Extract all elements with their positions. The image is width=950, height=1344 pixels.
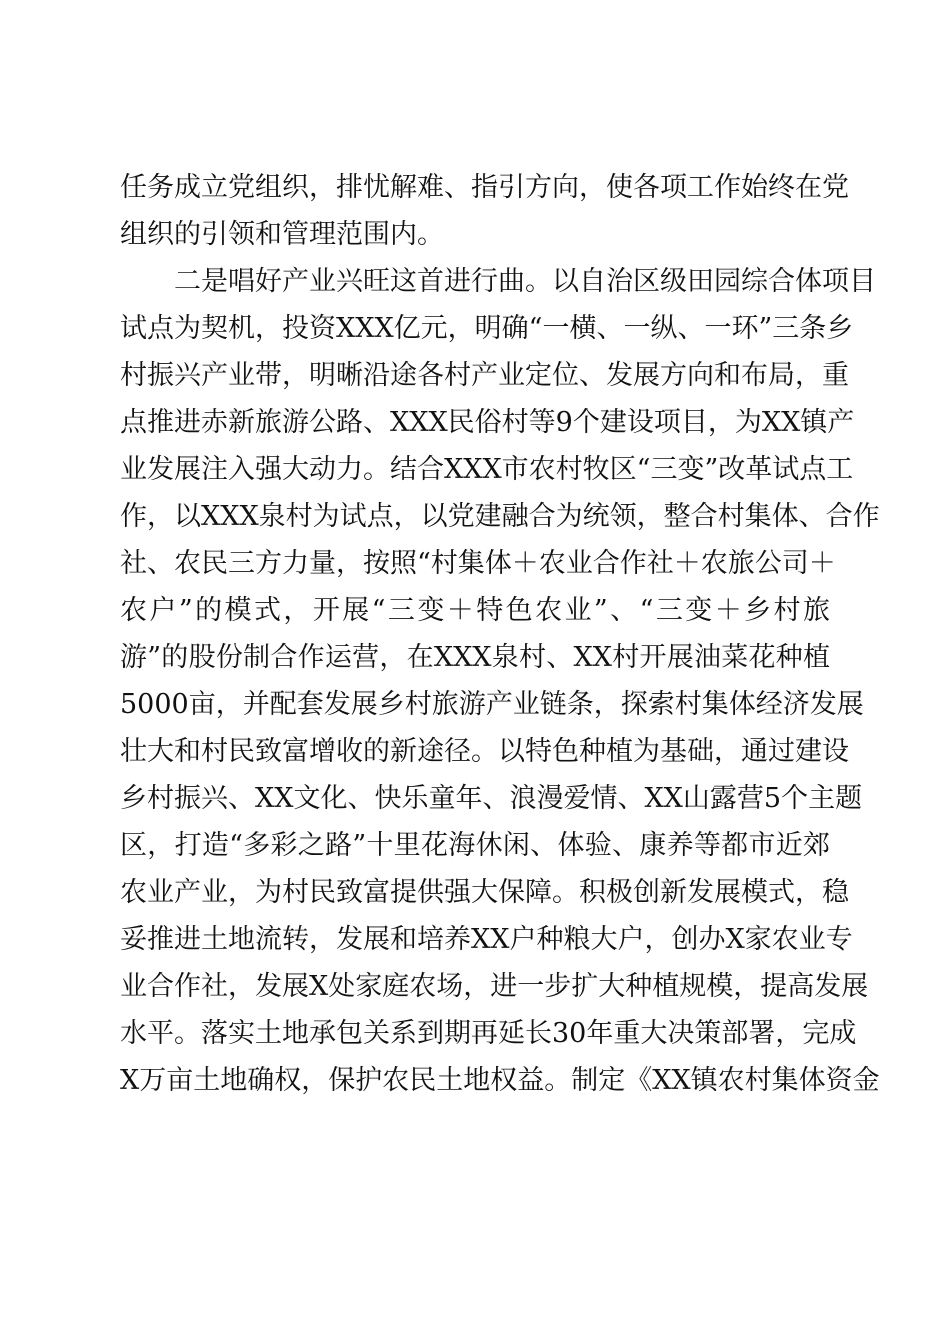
text-line: 作，以XXX泉村为试点，以党建融合为统领，整合村集体、合作 xyxy=(120,501,880,532)
text-line: 壮大和村民致富增收的新途径。以特色种植为基础，通过建设 xyxy=(120,736,849,767)
text-line: 二是唱好产业兴旺这首进行曲。以自治区级田园综合体项目 xyxy=(174,266,876,297)
text-line: 任务成立党组织，排忧解难、指引方向，使各项工作始终在党 xyxy=(120,172,849,203)
text-line: 业发展注入强大动力。结合XXX市农村牧区“三变”改革试点工 xyxy=(120,454,854,485)
text-line: X万亩土地确权，保护农民土地权益。制定《XX镇农村集体资金 xyxy=(120,1065,880,1096)
text-line: 水平。落实土地承包关系到期再延长30年重大决策部署，完成 xyxy=(120,1018,857,1049)
body-text xyxy=(120,164,880,1104)
text-line: 社、农民三方力量，按照“村集体＋农业合作社＋农旅公司＋ xyxy=(120,548,836,579)
text-line: 村振兴产业带，明晰沿途各村产业定位、发展方向和布局，重 xyxy=(120,360,849,391)
text-line: 组织的引领和管理范围内。 xyxy=(120,219,444,250)
text-line: 5000亩，并配套发展乡村旅游产业链条，探索村集体经济发展 xyxy=(120,689,864,720)
text-line: 妥推进土地流转，发展和培养XX户种粮大户，创办X家农业专 xyxy=(120,924,853,955)
text-line: 游”的股份制合作运营，在XXX泉村、XX村开展油菜花种植 xyxy=(120,642,830,673)
text-line: 农户”的模式，开展“三变＋特色农业”、“三变＋乡村旅 xyxy=(120,595,830,626)
text-line: 乡村振兴、XX文化、快乐童年、浪漫爱情、XX山露营5个主题 xyxy=(120,783,863,814)
text-line: 农业产业，为村民致富提供强大保障。积极创新发展模式，稳 xyxy=(120,877,849,908)
text-line: 区，打造“多彩之路”十里花海休闲、体验、康养等都市近郊 xyxy=(120,830,830,861)
text-line: 试点为契机，投资XXX亿元，明确“一横、一纵、一环”三条乡 xyxy=(120,313,854,344)
text-line: 业合作社，发展X处家庭农场，进一步扩大种植规模，提高发展 xyxy=(120,971,869,1002)
text-line: 点推进赤新旅游公路、XXX民俗村等9个建设项目，为XX镇产 xyxy=(120,407,855,438)
